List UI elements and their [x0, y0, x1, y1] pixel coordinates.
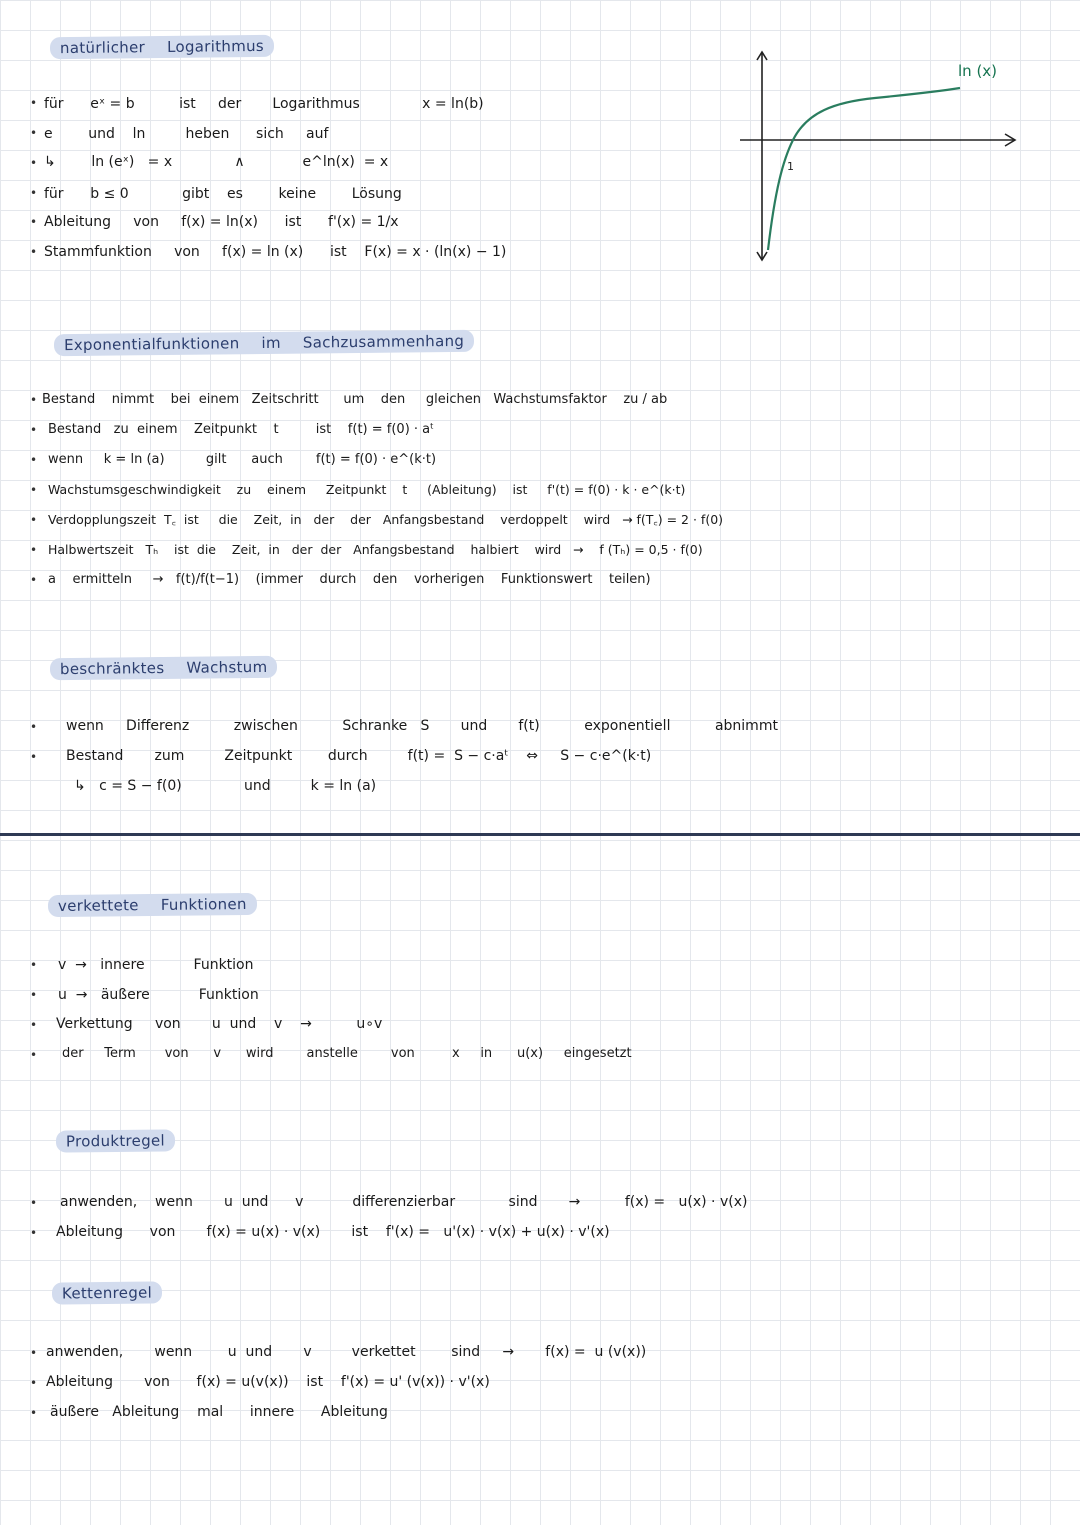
kette-line-2: Ableitung von f(x) = u(v(x)) ist f'(x) = u' (v(x)) · v'(x) [46, 1374, 490, 1390]
heading-chained-word2: Funktionen [160, 895, 247, 914]
log-line-2: e und ln heben sich auf [44, 126, 329, 142]
kette-line-3: äußere Ableitung mal innere Ableitung [50, 1404, 388, 1420]
heading-exp-word1: Exponentialfunktionen [63, 334, 240, 355]
bullet: • [30, 393, 38, 407]
bullet: • [30, 750, 38, 764]
log-line-5: Ableitung von f(x) = ln(x) ist f'(x) = 1/x [44, 214, 399, 230]
bullet: • [30, 186, 38, 200]
heading-chained-functions [48, 893, 257, 917]
chain-line-4: der Term von v wird anstelle von x in u(x) eingesetzt [62, 1046, 632, 1061]
heading-product-rule [56, 1129, 175, 1152]
log-line-3: ↳ ln (eˣ) = x ∧ e^ln(x) = x [44, 154, 389, 170]
exp-line-1: Bestand nimmt bei einem Zeitschritt um den gleichen Wachstumsfaktor zu / ab [42, 392, 668, 407]
bullet: • [30, 1018, 38, 1032]
bullet: • [30, 1048, 38, 1062]
heading-bounded-word2: Wachstum [186, 657, 268, 677]
product-line-1: anwenden, wenn u und v differenzierbar sind → f(x) = u(x) · v(x) [60, 1194, 748, 1210]
exp-line-5: Verdopplungszeit T꜀ ist die Zeit, in der der Anfangsbestand verdoppelt wird → f(T꜀) = 2 · f(0) [48, 512, 724, 527]
exp-line-2: Bestand zu einem Zeitpunkt t ist f(t) = f(0) · aᵗ [48, 422, 434, 437]
bullet: • [30, 958, 38, 972]
bullet: • [30, 483, 38, 497]
heading-chain-rule [52, 1281, 162, 1304]
heading-product-word: Produktregel [65, 1131, 166, 1151]
bounded-line-2: Bestand zum Zeitpunkt durch f(t) = S − c·aᵗ ⇔ S − c·e^(k·t) [66, 748, 652, 764]
page-divider [0, 833, 1080, 836]
bullet: • [30, 453, 38, 467]
bullet: • [30, 1376, 38, 1390]
bullet: • [30, 215, 38, 229]
bullet: • [30, 720, 38, 734]
heading-chained-word1: verkettete [57, 896, 139, 915]
bullet: • [30, 1346, 38, 1360]
bounded-line-3: ↳ c = S − f(0) und k = ln (a) [74, 778, 377, 794]
kette-line-1: anwenden, wenn u und v verkettet sind → f(x) = u (v(x)) [46, 1344, 647, 1360]
heading-natural-log-word2: Logarithmus [166, 36, 265, 56]
log-line-6: Stammfunktion von f(x) = ln (x) ist F(x) = x · (ln(x) − 1) [44, 244, 507, 260]
bullet: • [30, 96, 38, 110]
bullet: • [30, 988, 38, 1002]
bullet: • [30, 573, 38, 587]
bullet: • [30, 156, 38, 170]
graph-tick-1: 1 [787, 160, 794, 173]
bounded-line-1: wenn Differenz zwischen Schranke S und f(t) exponentiell abnimmt [66, 718, 778, 734]
heading-exp [54, 330, 474, 356]
heading-natural-log [50, 35, 274, 59]
heading-exp-word2: im [261, 333, 281, 353]
log-line-1: für eˣ = b ist der Logarithmus x = ln(b) [44, 96, 484, 112]
exp-line-6: Halbwertszeit Tₕ ist die Zeit, in der der Anfangsbestand halbiert wird → f (Tₕ) = 0,5 · f(0) [48, 542, 703, 557]
product-line-2: Ableitung von f(x) = u(x) · v(x) ist f'(x) = u'(x) · v(x) + u(x) · v'(x) [56, 1224, 610, 1240]
heading-kette-word: Kettenregel [61, 1283, 153, 1303]
bullet: • [30, 126, 38, 140]
ln-curve [768, 88, 960, 250]
bullet: • [30, 1406, 38, 1420]
exp-line-7: a ermitteln → f(t)/f(t−1) (immer durch den vorherigen Funktionswert teilen) [48, 572, 651, 587]
chain-line-2: u → äußere Funktion [58, 987, 259, 1003]
heading-exp-word3: Sachzusammenhang [302, 331, 465, 352]
heading-natural-log-word1: natürlicher [59, 38, 146, 58]
bullet: • [30, 245, 38, 259]
bullet: • [30, 543, 38, 557]
exp-line-3: wenn k = ln (a) gilt auch f(t) = f(0) · e^(k·t) [48, 452, 437, 467]
bullet: • [30, 423, 38, 437]
bullet: • [30, 513, 38, 527]
chain-line-3: Verkettung von u und v → u∘v [56, 1016, 383, 1032]
log-line-4: für b ≤ 0 gibt es keine Lösung [44, 186, 402, 202]
heading-bounded-growth [50, 656, 278, 680]
graph-label-ln: ln (x) [958, 62, 998, 80]
chain-line-1: v → innere Funktion [58, 957, 254, 973]
bullet: • [30, 1196, 38, 1210]
heading-bounded-word1: beschränktes [59, 658, 165, 679]
exp-line-4: Wachstumsgeschwindigkeit zu einem Zeitpunkt t (Ableitung) ist f'(t) = f(0) · k · e^(k·t) [48, 482, 686, 497]
bullet: • [30, 1226, 38, 1240]
